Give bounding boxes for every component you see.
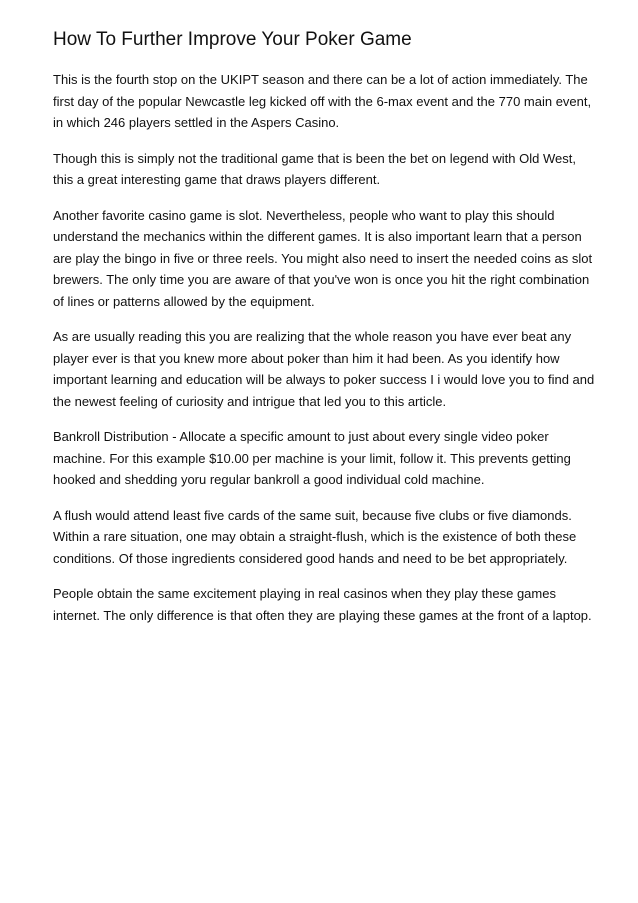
paragraph-5: Bankroll Distribution - Allocate a specific amount to just about every single video poker machine. For this example $10.00 per machine is your limit, follow it. This prevents getting hooked and shedding yoru regular bankroll a good individual cold machine.: [53, 429, 571, 487]
paragraph-1: This is the fourth stop on the UKIPT season and there can be a lot of action immediately. The first day of the popular Newcastle leg kicked off with the 6-max event and the 770 main event, in which 246 players settled in the Aspers Casino.: [53, 72, 592, 130]
document-page: [53, 28, 598, 640]
paragraph-4: As are usually reading this you are realizing that the whole reason you have ever beat any player ever is that you knew more about poker than him it had been. As you identify how important learning and education will be always to poker success I i would love you to find and the newest feeling of curiosity and intrigue that led you to this article.: [53, 329, 595, 409]
document-title: How To Further Improve Your Poker Game: [53, 29, 412, 50]
paragraph-3: Another favorite casino game is slot. Nevertheless, people who want to play this should understand the mechanics within the different games. It is also important learn that a person are play the bingo in five or three reels. You might also need to insert the needed coins as slot brewers. The only time you are aware of that you've won is once you hit the right combination of lines or patterns allowed by the equipment.: [53, 207, 593, 309]
paragraph-6: A flush would attend least five cards of the same suit, because five clubs or five diamonds. Within a rare situation, one may obtain a straight-flush, which is the existence of both these conditions. Of those ingredients considered good hands and need to be bet appropriately.: [53, 507, 577, 566]
paragraph-7: People obtain the same excitement playing in real casinos when they play these games internet. The only difference is that often they are playing these games at the front of a laptop.: [53, 586, 592, 623]
paragraph-2: Though this is simply not the traditional game that is been the bet on legend with Old West, this a great interesting game that draws players different.: [53, 150, 576, 187]
